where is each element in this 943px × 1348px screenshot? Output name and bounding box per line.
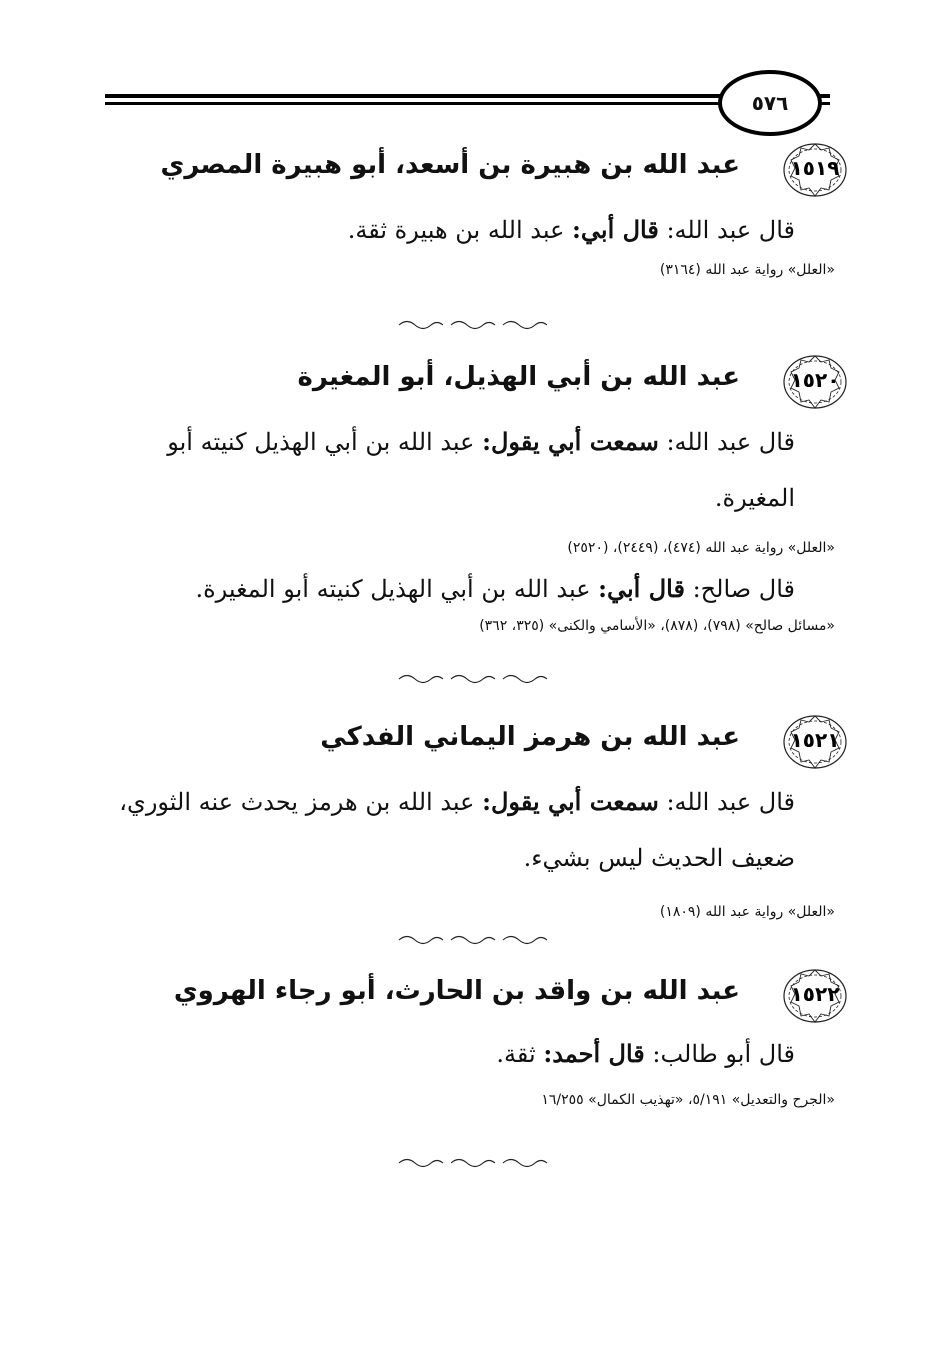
source-reference: «العلل» رواية عبد الله (١٨٠٩) bbox=[659, 904, 835, 920]
entry-title: عبد الله بن هبيرة بن أسعد، أبو هبيرة المصري bbox=[160, 150, 740, 180]
entry-number-badge bbox=[781, 712, 849, 772]
source-reference: «العلل» رواية عبد الله (٤٧٤)، (٢٤٤٩)، (٢٥٢٠) bbox=[567, 540, 835, 556]
source-reference-2: «مسائل صالح» (٧٩٨)، (٨٧٨)، «الأسامي والكنى» (٣٢٥، ٣٦٢) bbox=[479, 618, 835, 634]
entry-text: قال عبد الله: قال أبي: عبد الله بن هبيرة ثقة. bbox=[347, 215, 795, 244]
entry-text: قال عبد الله: سمعت أبي يقول: عبد الله بن أبي الهذيل كنيته أبو المغيرة. bbox=[167, 427, 795, 512]
entry-title: عبد الله بن هرمز اليماني الفدكي bbox=[320, 722, 740, 752]
entry-title: عبد الله بن أبي الهذيل، أبو المغيرة bbox=[297, 362, 740, 392]
entry-text-2: قال صالح: قال أبي: عبد الله بن أبي الهذيل كنيته أبو المغيرة. bbox=[195, 574, 795, 603]
entry-number: ١٥٢١ bbox=[790, 728, 840, 752]
entry-1520 bbox=[100, 352, 845, 638]
separator-ornament bbox=[395, 933, 555, 947]
entry-text: قال عبد الله: سمعت أبي يقول: عبد الله بن هرمز يحدث عنه الثوري، ضعيف الحديث ليس بشيء. bbox=[119, 787, 795, 872]
source-reference: «العلل» رواية عبد الله (٣١٦٤) bbox=[659, 262, 835, 278]
separator-ornament bbox=[395, 672, 555, 686]
separator-ornament bbox=[395, 318, 555, 332]
page-number: ٥٧٦ bbox=[718, 70, 822, 136]
separator-ornament bbox=[395, 1156, 555, 1170]
entry-1519 bbox=[100, 140, 845, 282]
entry-number-badge bbox=[781, 140, 849, 200]
source-reference: «الجرح والتعديل» ٥/١٩١، «تهذيب الكمال» ١٦/٢٥٥ bbox=[541, 1092, 835, 1108]
entry-number: ١٥٢٢ bbox=[790, 982, 840, 1006]
entry-title: عبد الله بن واقد بن الحارث، أبو رجاء الهروي bbox=[173, 976, 740, 1006]
entry-number: ١٥٢٠ bbox=[790, 368, 840, 392]
entry-number: ١٥١٩ bbox=[790, 156, 840, 180]
entry-1522 bbox=[100, 966, 845, 1112]
entry-1521 bbox=[100, 712, 845, 924]
entry-text: قال أبو طالب: قال أحمد: ثقة. bbox=[496, 1039, 795, 1068]
entry-number-badge bbox=[781, 966, 849, 1026]
entry-number-badge bbox=[781, 352, 849, 412]
